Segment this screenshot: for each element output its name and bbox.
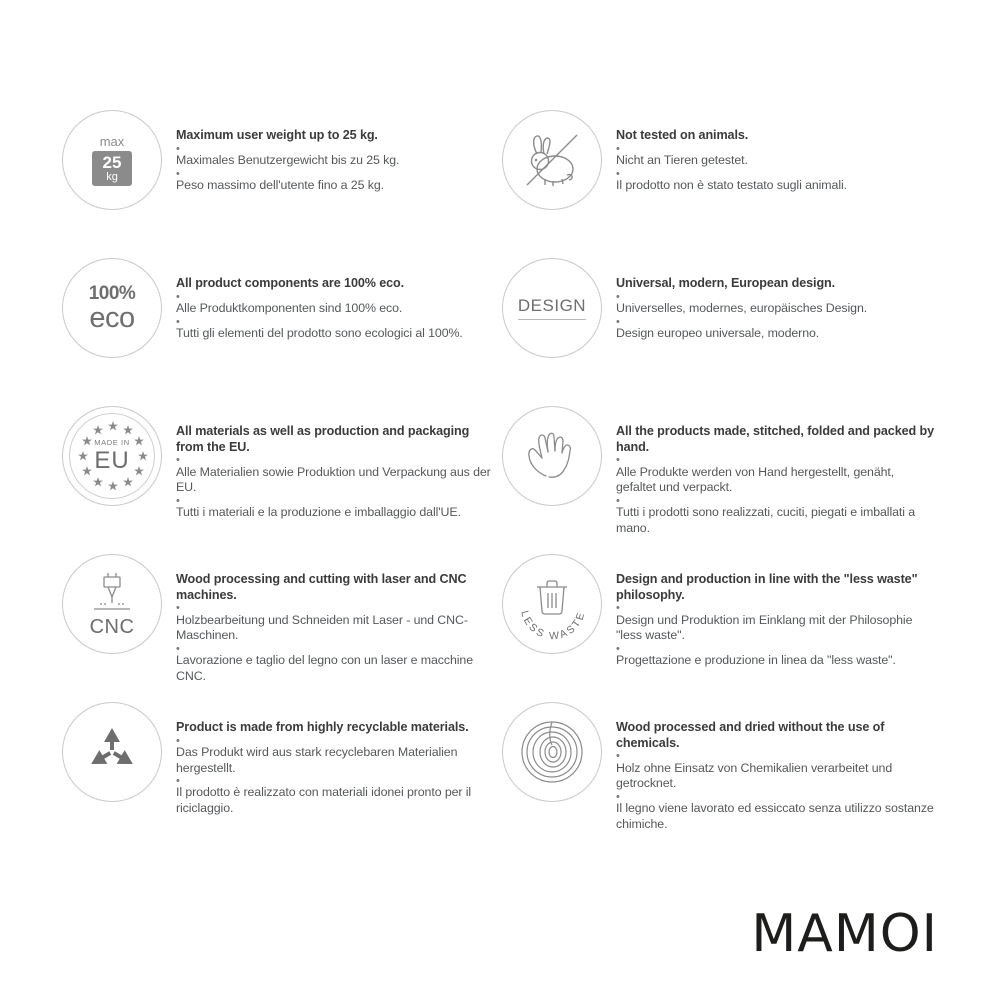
bullet-dot: •	[176, 775, 180, 788]
less-waste-bin-icon	[502, 554, 602, 654]
feature-handmade	[502, 406, 942, 554]
feature-text-de: Maximales Benutzergewicht bis zu 25 kg.	[176, 152, 400, 167]
weight-25kg-icon	[62, 110, 162, 210]
bullet-dot: •	[616, 290, 620, 303]
100-percent-eco-icon	[62, 258, 162, 358]
bullet-dot: •	[176, 290, 180, 303]
feature-text-it: Lavorazione e taglio del legno con un laser e macchine CNC.	[176, 653, 473, 683]
bullet-dot: •	[176, 602, 180, 615]
feature-text-de: Alle Materialien sowie Produktion und Verpackung aus der EU.	[176, 464, 491, 495]
feature-cnc-laser	[62, 554, 502, 702]
feature-text-de: Alle Produktkomponenten sind 100% eco.	[176, 300, 403, 315]
wood-log-rings-icon	[502, 702, 602, 802]
weight-max-label: max	[99, 133, 125, 149]
feature-text-de: Holzbearbeitung und Schneiden mit Laser - und CNC-Maschinen.	[176, 612, 468, 643]
brand-logo-text: MAMOI	[751, 904, 938, 964]
bullet-dot: •	[176, 142, 180, 155]
cnc-word-label: CNC	[89, 616, 135, 638]
bullet-dot: •	[616, 454, 620, 467]
feature-text-en: Wood processing and cutting with laser and CNC machines.	[176, 572, 467, 602]
feature-text-en: Maximum user weight up to 25 kg.	[176, 128, 378, 142]
brand-logo	[751, 904, 938, 964]
feature-grid	[62, 110, 942, 850]
feature-text	[176, 554, 496, 685]
feature-text-de: Nicht an Tieren getestet.	[616, 152, 748, 167]
feature-text	[616, 702, 936, 833]
feature-text-it: Tutti gli elementi del prodotto sono ecologici al 100%.	[176, 325, 463, 340]
rabbit-no-testing-icon	[502, 110, 602, 210]
feature-european-design	[502, 258, 942, 406]
feature-text-it: Il legno viene lavorato ed essiccato senza utilizzo sostanze chimiche.	[616, 801, 934, 831]
feature-text-it: Design europeo universale, moderno.	[616, 325, 820, 340]
feature-no-chemicals	[502, 702, 942, 850]
feature-text-en: Universal, modern, European design.	[616, 276, 836, 290]
feature-text	[176, 406, 496, 521]
feature-text	[176, 110, 496, 193]
bullet-dot: •	[176, 315, 180, 328]
eco-percent-label: 100%	[88, 282, 136, 304]
feature-text-en: Product is made from highly recyclable materials.	[176, 720, 469, 734]
bullet-dot: •	[616, 602, 620, 615]
feature-recyclable	[62, 702, 502, 850]
feature-less-waste	[502, 554, 942, 702]
design-icon	[502, 258, 602, 358]
feature-text-en: All product components are 100% eco.	[176, 276, 405, 290]
feature-text-it: Tutti i prodotti sono realizzati, cuciti, piegati e imballati a mano.	[616, 505, 916, 535]
feature-text	[176, 258, 496, 341]
feature-text-it: Tutti i materiali e la produzione e imballaggio dall'UE.	[176, 505, 461, 520]
less-waste-word-label: LESS WASTE	[518, 609, 588, 643]
feature-text	[176, 702, 496, 817]
feature-eco-components	[62, 258, 502, 406]
bullet-dot: •	[616, 142, 620, 155]
feature-text-de: Alle Produkte werden von Hand hergestellt, genäht, gefaltet und verpackt.	[616, 464, 895, 495]
feature-text	[616, 258, 936, 341]
feature-text-en: Wood processed and dried without the use of chemicals.	[616, 720, 885, 750]
feature-not-tested-animals	[502, 110, 942, 258]
design-word-label: DESIGN	[518, 297, 586, 320]
feature-text-it: Il prodotto non è stato testato sugli animali.	[616, 177, 847, 192]
feature-text-de: Universelles, modernes, europäisches Design.	[616, 300, 868, 315]
weight-number: 25	[102, 152, 122, 172]
feature-text-it: Il prodotto è realizzato con materiali idonei pronto per il riciclaggio.	[176, 785, 472, 816]
feature-text	[616, 110, 936, 193]
bullet-dot: •	[616, 167, 620, 180]
bullet-dot: •	[616, 315, 620, 328]
feature-text-de: Design und Produktion im Einklang mit der Philosophie "less waste".	[616, 612, 913, 643]
feature-text	[616, 406, 936, 537]
bullet-dot: •	[616, 643, 620, 656]
feature-text-en: Not tested on animals.	[616, 128, 749, 142]
feature-text-it: Progettazione e produzione in linea da "less waste".	[616, 653, 896, 668]
cnc-laser-icon	[62, 554, 162, 654]
feature-text-de: Holz ohne Einsatz von Chemikalien verarbeitet und getrocknet.	[616, 760, 893, 791]
eu-made-in-label: MADE IN	[94, 438, 130, 448]
bullet-dot: •	[176, 643, 180, 656]
feature-text-en: All materials as well as production and packaging from the EU.	[176, 424, 470, 454]
recycling-icon	[62, 702, 162, 802]
feature-made-in-eu	[62, 406, 502, 554]
weight-unit: kg	[106, 170, 118, 183]
bullet-dot: •	[176, 495, 180, 508]
svg-text:LESS WASTE	[518, 609, 588, 642]
feature-text-it: Peso massimo dell'utente fino a 25 kg.	[176, 177, 384, 192]
feature-text-en: Design and production in line with the "less waste" philosophy.	[616, 572, 918, 602]
eco-word-label: eco	[89, 301, 135, 334]
bullet-dot: •	[616, 495, 620, 508]
bullet-dot: •	[616, 791, 620, 804]
feature-text-de: Das Produkt wird aus stark recyclebaren Materialien hergestellt.	[176, 744, 458, 775]
bullet-dot: •	[176, 734, 180, 747]
bullet-dot: •	[616, 750, 620, 763]
hands-handmade-icon	[502, 406, 602, 506]
feature-text-en: All the products made, stitched, folded and packed by hand.	[616, 424, 934, 454]
eu-word-label: EU	[94, 446, 130, 474]
bullet-dot: •	[176, 167, 180, 180]
feature-text	[616, 554, 936, 669]
made-in-eu-icon	[62, 406, 162, 506]
bullet-dot: •	[176, 454, 180, 467]
feature-max-weight	[62, 110, 502, 258]
